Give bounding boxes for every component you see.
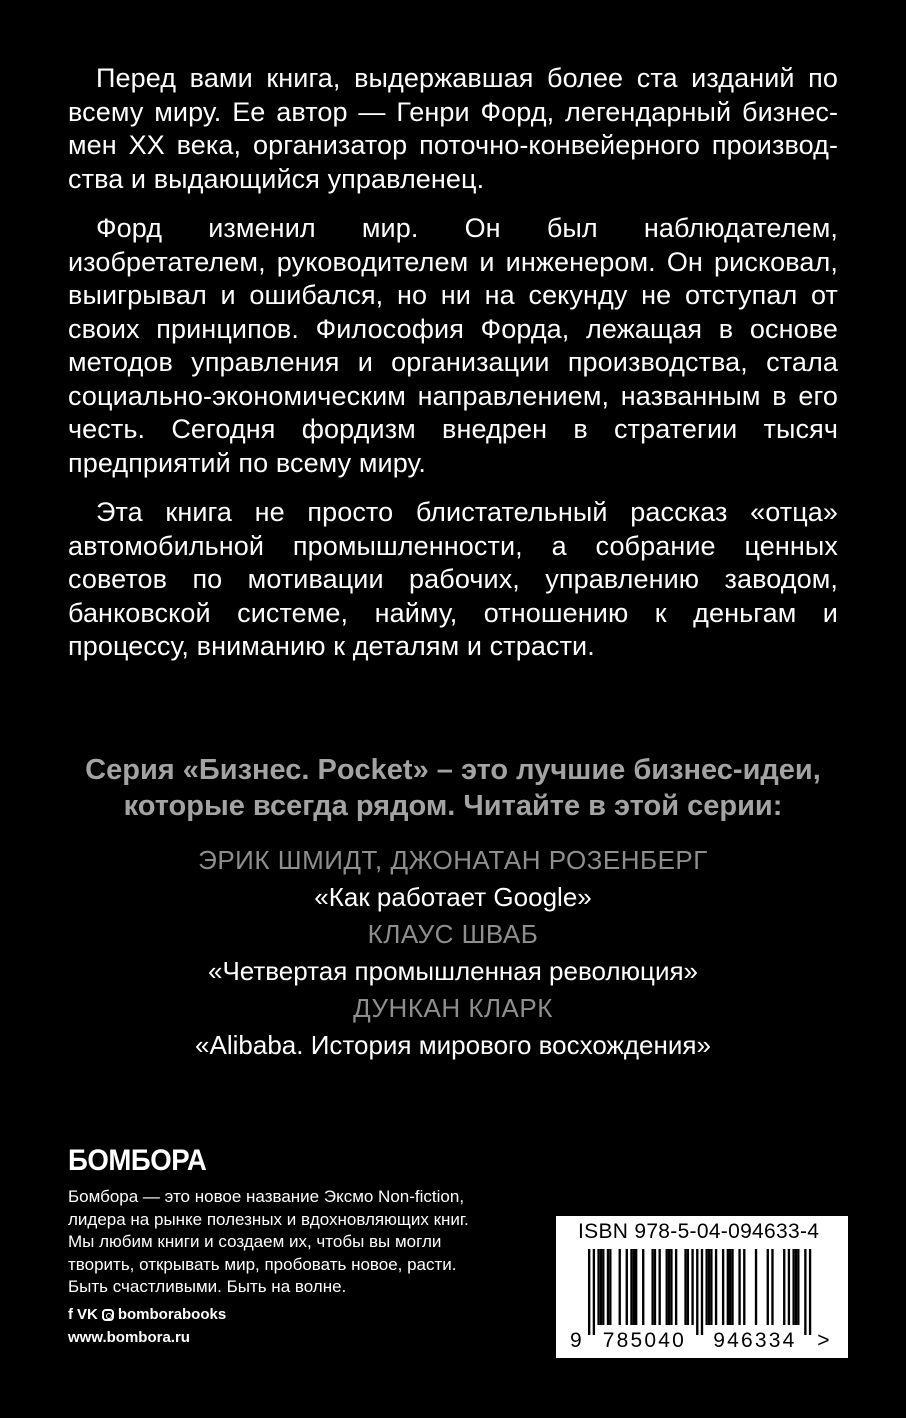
barcode-bar [687,1249,689,1325]
barcode-digit-first: 9 [570,1329,584,1352]
barcode-bar [675,1249,677,1325]
barcode-bar [731,1249,733,1325]
barcode-bar [666,1249,668,1325]
series-book-title: «Alibaba. История мирового восхождения» [195,1030,711,1060]
barcode-bar [727,1249,729,1325]
series-section [40,752,866,1064]
barcode-bar [602,1249,604,1325]
barcode-image [568,1249,838,1353]
barcode-bar [738,1249,740,1325]
publisher-description-line: творить, открывать мир, пробовать новое, расти. [68,1254,457,1274]
series-intro-line-2: которые всегда рядом. Читайте в этой серии: [123,790,783,822]
barcode-bar [619,1249,621,1325]
barcode-bar [696,1249,698,1335]
instagram-icon [102,1309,114,1321]
barcode-bar [684,1249,686,1325]
barcode-bar [722,1249,724,1325]
barcode-bar [710,1249,712,1325]
barcode-bar [607,1249,609,1325]
series-intro [40,752,866,824]
barcode-bar [743,1249,745,1325]
barcode-digits-left: 785040 [602,1329,687,1352]
barcode-bar [792,1249,794,1325]
barcode-bar [715,1249,717,1325]
barcode-bar [797,1249,799,1325]
publisher-logo: БОМБОРА [68,1144,207,1177]
barcode-bar [609,1249,611,1325]
barcode-bar [729,1249,731,1325]
barcode-digits-right: 946334 [713,1329,797,1352]
barcode-bar [755,1249,757,1325]
barcode-bar [668,1249,670,1325]
barcode-bar [701,1249,703,1335]
barcode-bar [593,1249,595,1335]
publisher-description-line: Бомбора — это новое название Эксмо Non-fiction, [68,1187,465,1206]
barcode-bar [659,1249,661,1325]
barcode-bar [809,1249,811,1335]
barcode-bar [588,1249,590,1335]
barcode-bar [795,1249,797,1325]
intro-paragraph-2: Форд изменил мир. Он был наблюдателем, изобретателем, руководителем и инженером. Он рисковал, выигрывал и ошибался, но ни на секунду не отступал от своих принципов. Философия Форда, лежащая в основе методов управления и организации производства, стала социально-экономическим направлением, названным в его честь. Сегодня фордизм внедрен в стратегии тысяч предприятий по всему миру. [68,213,838,478]
intro-paragraph-3: Эта книга не просто блистательный рассказ «отца» автомобильной промышленности, а собрание ценных советов по мотивации рабочих, управлению заводом, банковской системе, найму, отношению к деньгам и процессу, вниманию к деталям и страсти. [68,497,838,661]
series-book-author: КЛАУС ШВАБ [367,919,539,949]
publisher-description [68,1186,548,1299]
facebook-icon: f [68,1306,73,1323]
barcode-bar [783,1249,785,1325]
series-intro-line-1: Серия «Бизнес. Pocket» – это лучшие бизнес-идеи, [85,754,821,786]
social-handle: bomborabooks [117,1306,227,1323]
barcode-bar [626,1249,628,1325]
barcode-bar [706,1249,708,1325]
barcode-bar [708,1249,710,1325]
barcode-bar [771,1249,773,1325]
barcode-bar [804,1249,806,1335]
barcode-bar [670,1249,672,1325]
website-link: www.bombora.ru [68,1329,190,1346]
barcode-bar [630,1249,632,1325]
barcode-bar [788,1249,790,1325]
barcode-quiet-zone-mark: > [817,1329,832,1352]
barcode-bar [767,1249,769,1325]
barcode-bar [633,1249,635,1325]
barcode-bar [691,1249,693,1325]
isbn-barcode-box [556,1216,848,1358]
isbn-label: ISBN 978-5-04-094633-4 [578,1220,820,1243]
publisher-description-line: лидера на рынке полезных и вдохновляющих книг. [68,1209,469,1229]
intro-text [68,62,838,680]
vk-icon: VK [77,1306,98,1323]
barcode-bar [600,1249,602,1325]
publisher-description-line: Быть счастливыми. Быть на волне. [68,1277,347,1296]
publisher-description-line: Мы любим книги и создаем их, чтобы вы могли [68,1232,442,1251]
barcode-bar [654,1249,656,1325]
intro-paragraph-1: Перед вами книга, выдержавшая более ста изданий по всему миру. Ее автор — Генри Форд, легендарный бизнесмен XX века, организатор поточно-конвейерного производства и выдающийся управленец. [68,63,838,194]
barcode-bar [651,1249,653,1325]
social-links [68,1306,226,1323]
barcode-bar [597,1249,599,1325]
barcode-bar [642,1249,644,1325]
barcode-bar [635,1249,637,1325]
series-book-author: ДУНКАН КЛАРК [353,993,553,1023]
series-book-list [40,842,866,1064]
series-book-title: «Как работает Google» [314,882,592,912]
series-book-title: «Четвертая промышленная революция» [207,956,699,986]
series-book-author: ЭРИК ШМИДТ, ДЖОНАТАН РОЗЕНБЕРГ [198,845,708,875]
